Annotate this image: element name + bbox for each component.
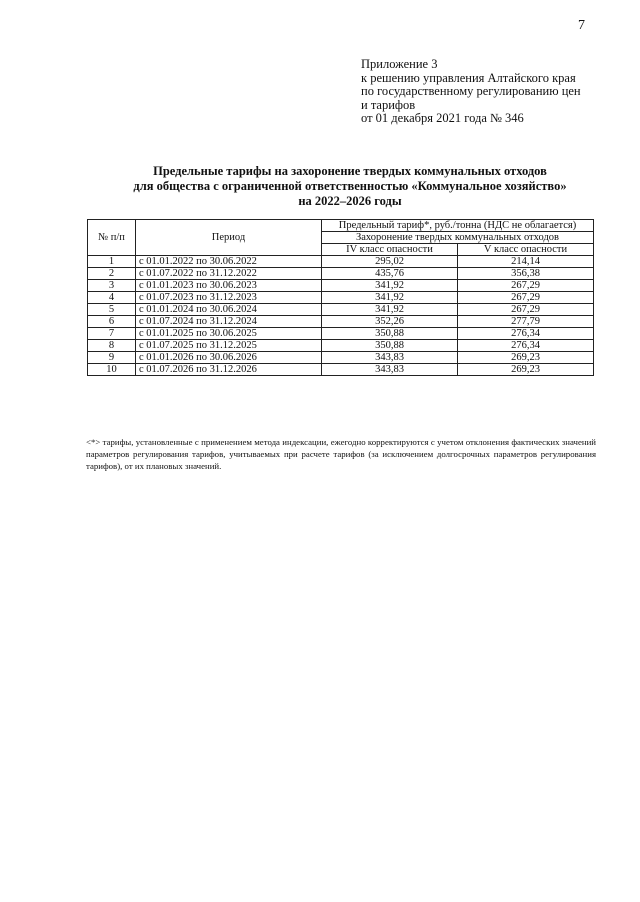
row-num: 8 bbox=[88, 340, 136, 352]
header-period: Период bbox=[136, 220, 322, 256]
table-row bbox=[88, 352, 594, 364]
row-period: с 01.01.2022 по 30.06.2022 bbox=[136, 256, 322, 268]
row-num: 3 bbox=[88, 280, 136, 292]
table-row bbox=[88, 364, 594, 376]
row-class4-value: 350,88 bbox=[322, 340, 458, 352]
row-period: с 01.01.2023 по 30.06.2023 bbox=[136, 280, 322, 292]
row-num: 4 bbox=[88, 292, 136, 304]
row-class5-value: 269,23 bbox=[458, 352, 594, 364]
row-num: 6 bbox=[88, 316, 136, 328]
appendix-line: от 01 декабря 2021 года № 346 bbox=[361, 111, 524, 125]
table-row bbox=[88, 292, 594, 304]
title-line: Предельные тарифы на захоронение твердых коммунальных отходов bbox=[153, 164, 547, 178]
row-class5-value: 267,29 bbox=[458, 292, 594, 304]
tariff-table-header bbox=[88, 220, 594, 256]
row-num: 7 bbox=[88, 328, 136, 340]
row-num: 9 bbox=[88, 352, 136, 364]
appendix-line: и тарифов bbox=[361, 97, 416, 112]
header-num: № п/п bbox=[88, 220, 136, 256]
row-class4-value: 343,83 bbox=[322, 352, 458, 364]
appendix-block bbox=[361, 58, 581, 126]
header-tariff: Предельный тариф*, руб./тонна (НДС не облагается) bbox=[322, 220, 594, 232]
page-number: 7 bbox=[578, 18, 585, 33]
row-class4-value: 343,83 bbox=[322, 364, 458, 376]
table-row bbox=[88, 268, 594, 280]
header-class4: IV класс опасности bbox=[322, 244, 458, 256]
row-class4-value: 435,76 bbox=[322, 268, 458, 280]
row-period: с 01.07.2024 по 31.12.2024 bbox=[136, 316, 322, 328]
row-num: 2 bbox=[88, 268, 136, 280]
row-period: с 01.07.2025 по 31.12.2025 bbox=[136, 340, 322, 352]
row-class4-value: 352,26 bbox=[322, 316, 458, 328]
row-class5-value: 267,29 bbox=[458, 304, 594, 316]
appendix-line: к решению управления Алтайского края bbox=[361, 70, 576, 85]
document-title bbox=[40, 164, 640, 209]
row-class4-value: 350,88 bbox=[322, 328, 458, 340]
row-class5-value: 276,34 bbox=[458, 328, 594, 340]
row-class5-value: 267,29 bbox=[458, 280, 594, 292]
row-num: 1 bbox=[88, 256, 136, 268]
appendix-line: Приложение 3 bbox=[361, 57, 438, 71]
tariff-table bbox=[87, 219, 594, 376]
row-period: с 01.07.2023 по 31.12.2023 bbox=[136, 292, 322, 304]
footnote: <*> тарифы, установленные с применением метода индексации, ежегодно корректируются с учетом отклонения фактических значений параметров регулирования тарифов, учитываемых при расчете тарифов (за исключением долгосрочных параметров регулирования тарифов), от их плановых значений. bbox=[86, 437, 596, 471]
appendix-line: по государственному регулированию цен bbox=[361, 84, 581, 98]
table-row bbox=[88, 256, 594, 268]
row-class4-value: 341,92 bbox=[322, 304, 458, 316]
table-row bbox=[88, 316, 594, 328]
row-class4-value: 341,92 bbox=[322, 292, 458, 304]
header-class5: V класс опасности bbox=[458, 244, 594, 256]
row-period: с 01.01.2025 по 30.06.2025 bbox=[136, 328, 322, 340]
tariff-table-body bbox=[88, 256, 594, 376]
row-num: 10 bbox=[88, 364, 136, 376]
row-class4-value: 295,02 bbox=[322, 256, 458, 268]
row-class5-value: 214,14 bbox=[458, 256, 594, 268]
row-class5-value: 276,34 bbox=[458, 340, 594, 352]
row-period: с 01.07.2026 по 31.12.2026 bbox=[136, 364, 322, 376]
table-row bbox=[88, 304, 594, 316]
title-line: на 2022–2026 годы bbox=[298, 194, 402, 208]
row-class5-value: 277,79 bbox=[458, 316, 594, 328]
row-num: 5 bbox=[88, 304, 136, 316]
table-row bbox=[88, 280, 594, 292]
title-line: для общества с ограниченной ответственностью «Коммунальное хозяйство» bbox=[133, 179, 567, 193]
row-class5-value: 356,38 bbox=[458, 268, 594, 280]
row-period: с 01.07.2022 по 31.12.2022 bbox=[136, 268, 322, 280]
row-class4-value: 341,92 bbox=[322, 280, 458, 292]
row-class5-value: 269,23 bbox=[458, 364, 594, 376]
header-service: Захоронение твердых коммунальных отходов bbox=[322, 232, 594, 244]
table-row bbox=[88, 328, 594, 340]
row-period: с 01.01.2024 по 30.06.2024 bbox=[136, 304, 322, 316]
row-period: с 01.01.2026 по 30.06.2026 bbox=[136, 352, 322, 364]
table-row bbox=[88, 340, 594, 352]
